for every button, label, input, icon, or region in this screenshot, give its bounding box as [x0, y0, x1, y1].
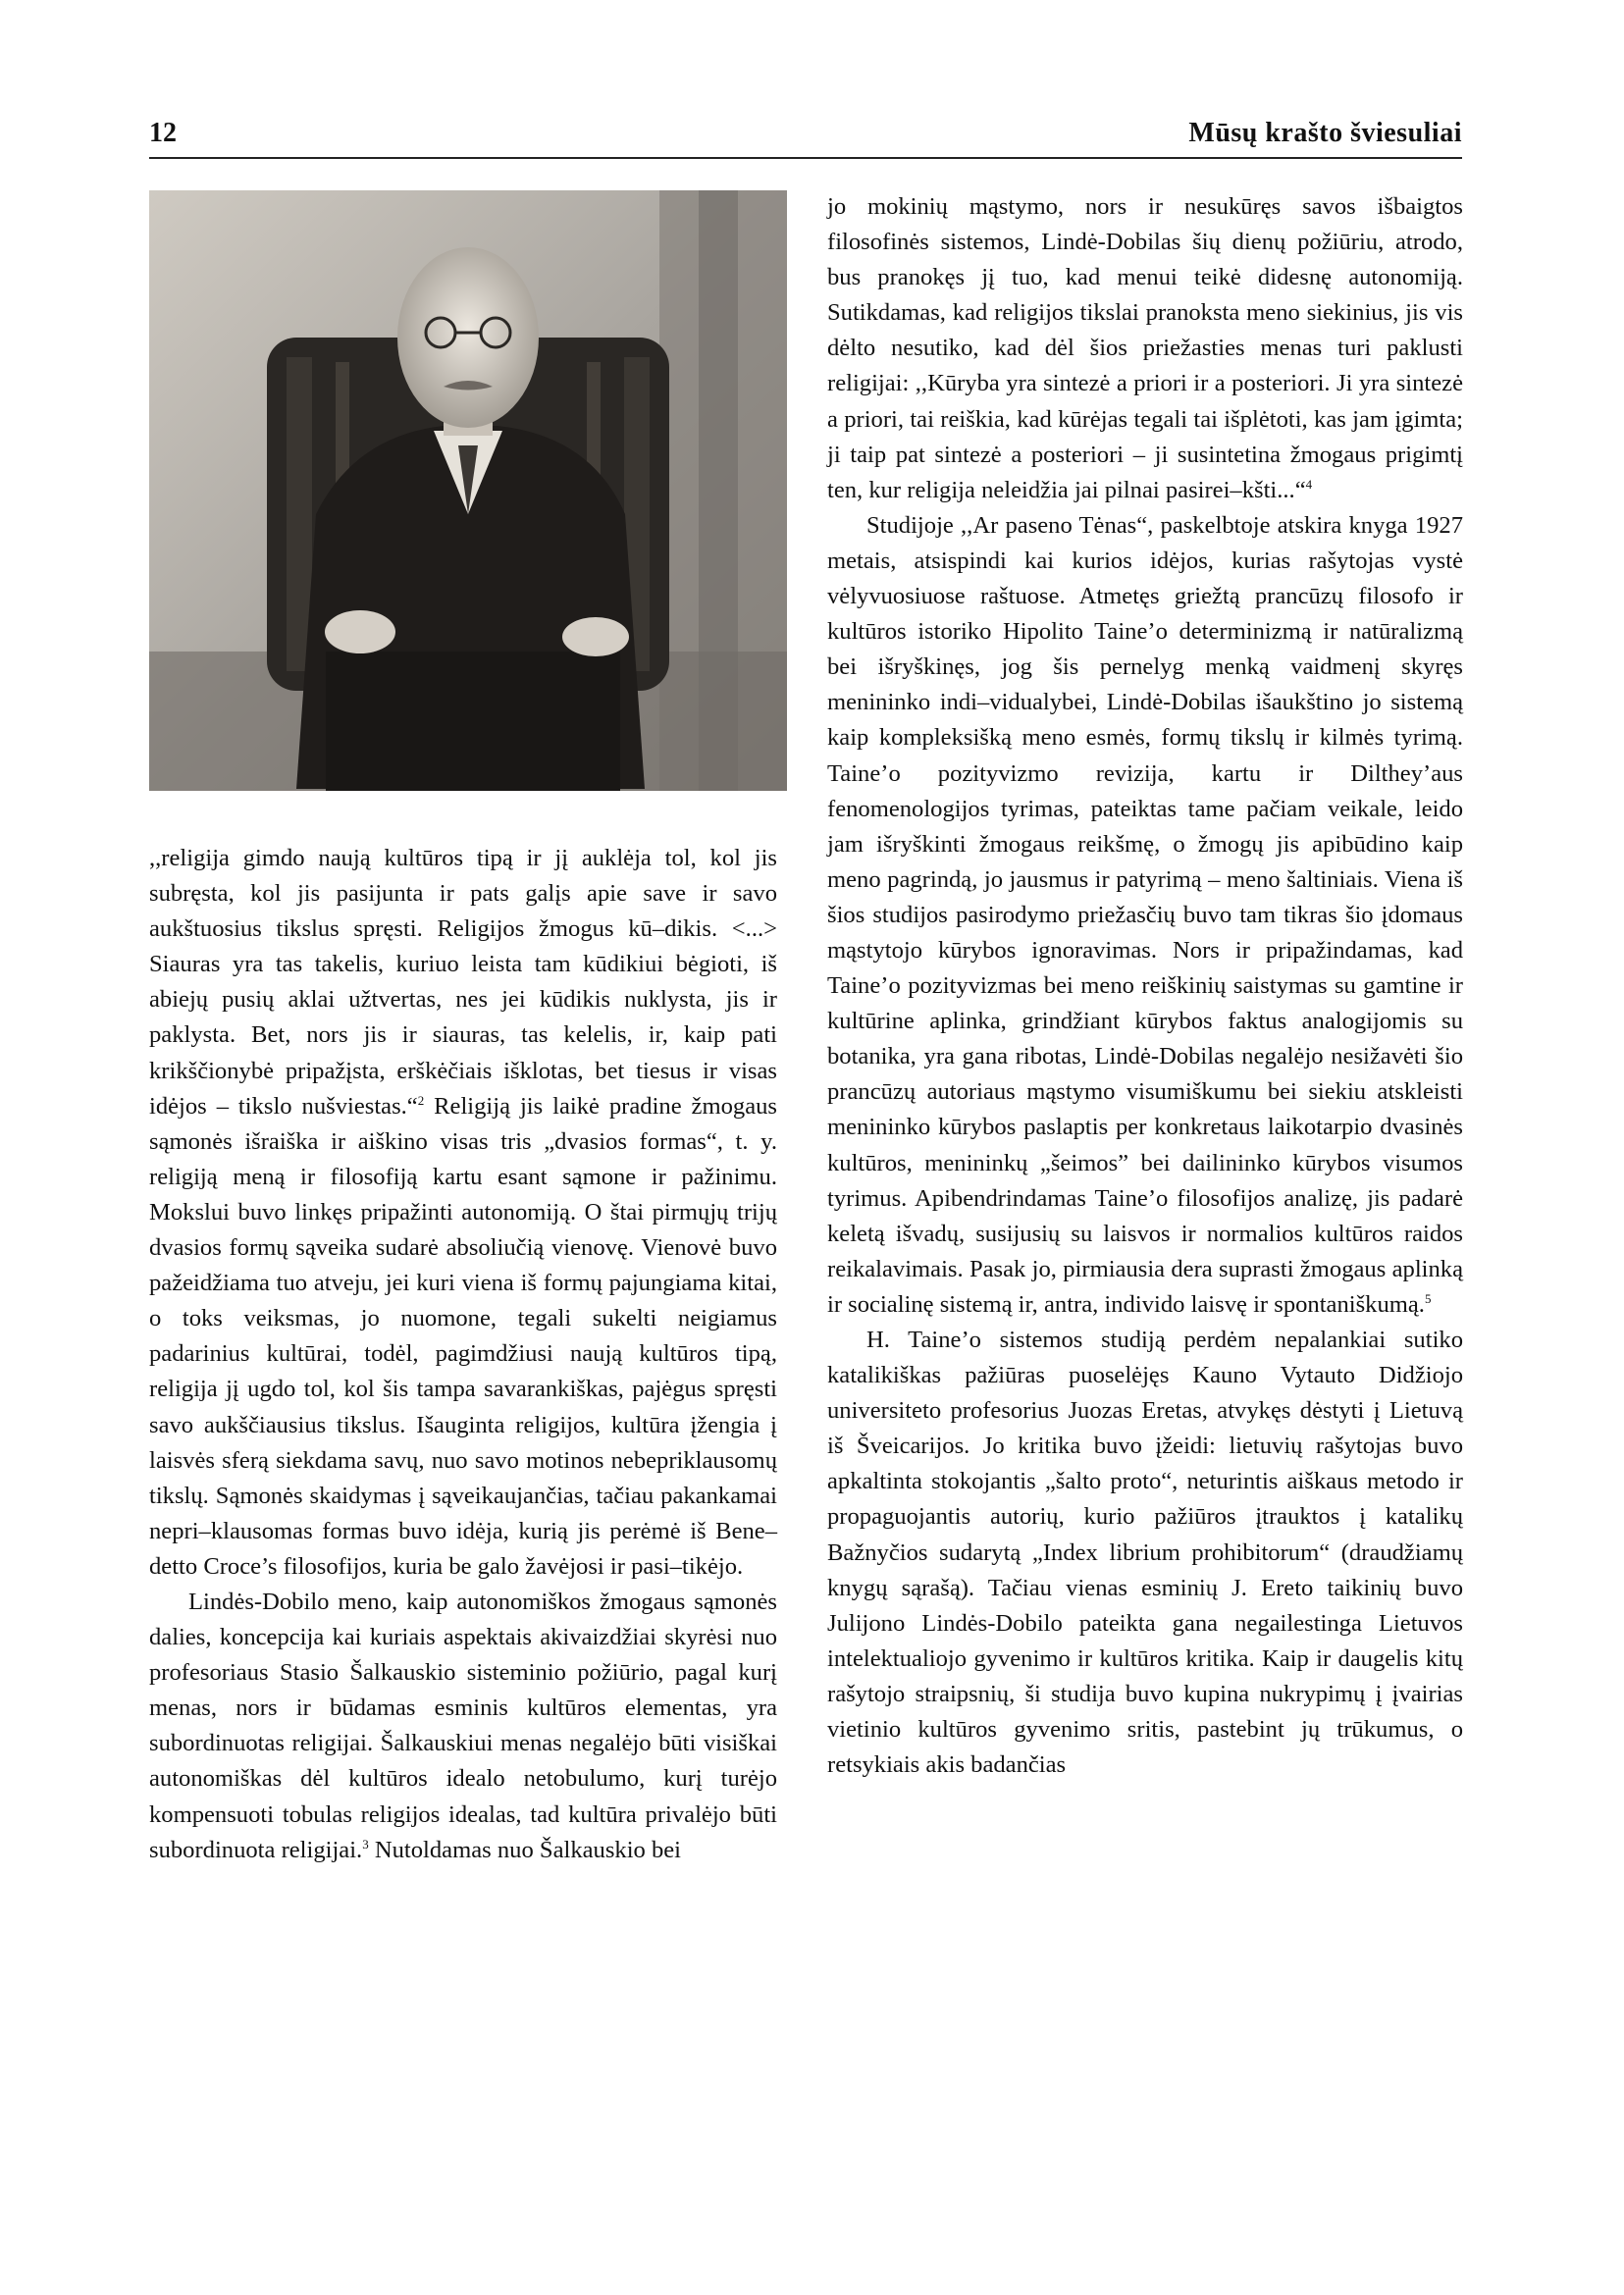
paragraph-text: Studijoje ,,Ar paseno Tėnas“, paskelbtoje atskira knyga 1927 metais, atsispindi kai kurios idėjos, kurias rašytojas vystė vėlyvuosiuose raštuose. Atmetęs griežtą prancūzų filosofo ir kultūros istoriko Hipolito Taine’o determinizmą ir natūralizmą bei išryškinęs, jog šis pernelyg menką vaidmenį skyręs menininko indi–vidualybei, Lindė-Dobilas išaukštino jo sistemą kaip kompleksišką meno esmės, formų tikslų ir kilmės tyrimą. Taine’o pozityvizmo revizija, kartu ir Dilthey’aus fenomenologijos tyrimas, pateiktas tame pačiam veikale, leido jam išryškinti žmogaus reikšmę, o žmogų jis apibūdino kaip meno pagrindą, jo jausmus ir patyrimą – meno šaltiniais. Viena iš šios studijos pasirodymo priežasčių buvo tam tikras šio įdomaus mąstytojo kūrybos ignoravimas. Nors ir pripažindamas, kad Taine’o pozityvizmas bei meno reiškinių saistymas su gamtine ir kultūrine aplinka, grindžiant kūrybos faktus analogijomis su botanika, yra gana ribotas, Lindė-Dobilas negalėjo nesižavėti šio prancūzų autoriaus mąstymo visumiškumu bei siekiu atskleisti menininko kūrybos paslaptis per konkretaus laikotarpio dvasinės kultūros, menininkų „šeimos” bei dailininko kūrybos visumos tyrimus. Apibendrindamas Taine’o filosofijos analizę, jis padarė keletą išvadų, susijusių su laisvos ir normalios kultūros raidos reikalavimais. Pasak jo, pirmiausia dera suprasti žmogaus aplinką ir socialinę sistemą ir, antra, individo laisvę ir spontaniškumą.: [827, 511, 1463, 1318]
quote-text: ,,religija gimdo naują kultūros tipą ir jį auklėja tol, kol jis subręsta, kol jis pasijunta ir pats galįs apie save ir savo aukštuosius tikslus spręsti. Religijos žmogus kū–dikis. <...> Siauras yra tas takelis, kuriuo leista tam kūdikiui bėgioti, iš abiejų pusių aklai užtvertas, nes jei kūdikis nuklysta, jis ir paklysta. Bet, nors jis ir siauras, tas kelelis, ir, kaip pati krikščionybė pripažįsta, erškėčiais išklotas, bet tiesus ir visas idėjos – tikslo nušviestas.“: [149, 845, 777, 1120]
footnote-ref: 2: [417, 1092, 425, 1108]
portrait-icon: [149, 190, 787, 791]
footnote-ref: 4: [1305, 476, 1313, 492]
right-text-column: [827, 189, 1463, 1783]
page-header: [149, 116, 1462, 159]
page-number: 12: [149, 118, 177, 148]
footnote-ref: 3: [362, 1836, 369, 1852]
paragraph: [827, 508, 1463, 1323]
paragraph: [149, 1585, 777, 1868]
paragraph-text: jo mokinių mąstymo, nors ir nesukūręs savos išbaigtos filosofinės sistemos, Lindė-Dobilas šių dienų požiūriu, atrodo, bus pranokęs jį tuo, kad menui teikė didesnę autonomiją. Sutikdamas, kad religijos tikslai pranoksta meno siekinius, jis vis dėlto nesutiko, kad dėl šios priežasties menas turi paklusti religijai: ,,Kūryba yra sintezė a priori ir a posteriori. Ji yra sintezė a priori, tai reiškia, kad kūrėjas tegali tai išplėtoti, kas jam įgimta; ji taip pat sintezė a posteriori – ji susintetina žmogaus prigimtį ten, kur religija neleidžia jai pilnai pasirei–kšti...“: [827, 193, 1463, 503]
paragraph-text: Lindės-Dobilo meno, kaip autonomiškos žmogaus sąmonės dalies, koncepcija kai kuriais aspektais akivaizdžiai skyrėsi nuo profesoriaus Stasio Šalkauskio sisteminio požiūrio, pagal kurį menas, nors ir būdamas esminis kultūros elementas, yra subordinuotas religijai. Šalkauskiui menas negalėjo būti visiškai autonomiškas dėl kultūros idealo netobulumo, kurį turėjo kompensuoti tobulas religijos idealas, tad kultūra privalėjo būti subordinuota religijai.: [149, 1588, 777, 1863]
paragraph: [149, 841, 777, 1585]
portrait-photograph: [149, 190, 787, 791]
paragraph: [827, 1323, 1463, 1783]
paragraph: [827, 189, 1463, 508]
paragraph-text: Nutoldamas nuo Šalkauskio bei: [368, 1836, 682, 1863]
running-title: Mūsų krašto šviesuliai: [1188, 118, 1462, 148]
paragraph-text: H. Taine’o sistemos studiją perdėm nepalankiai sutiko katalikiškas pažiūras puoselėjęs Kauno Vytauto Didžiojo universiteto profesorius Juozas Eretas, atvykęs dėstyti į Lietuvą iš Šveicarijos. Jo kritika buvo įžeidi: lietuvių rašytojas buvo apkaltinta stokojantis „šalto proto“, neturintis aiškaus metodo ir propaguojantis autorių, kurio pažiūros įtrauktos į katalikų Bažnyčios sudarytą „Index librium prohibitorum“ (draudžiamų knygų sąrašą). Tačiau vienas esminių J. Ereto taikinių buvo Julijono Lindės-Dobilo pateikta gana negailestinga Lietuvos intelektualiojo gyvenimo ir kultūros kritika. Kaip ir daugelis kitų rašytojo straipsnių, ši studija buvo kupina nukrypimų į įvairias vietinio kultūros gyvenimo sritis, pastebint jų trūkumus, o retsykiais akis badančias: [827, 1327, 1463, 1779]
paragraph-text: Religiją jis laikė pradine žmogaus sąmonės išraiška ir aiškino visas tris „dvasios formas“, t. y. religiją meną ir filosofiją kartu esant sąmone ir pažinimu. Mokslui buvo linkęs pripažinti autonomiją. O štai pirmųjų trijų dvasios formų sąveika sudarė absoliučią vienovę. Vienovė buvo pažeidžiama tuo atveju, jei kuri viena iš formų pajungiama kitai, o toks veiksmas, jo nuomone, tegali sukelti neigiamus padarinius kultūrai, todėl, pagimdžiusi naują kultūros tipą, religija jį ugdo tol, kol šis tampa savarankiškas, pajėgus spręsti savo aukščiausius tikslus. Išauginta religijos, kultūra įžengia į laisvės sferą siekdama savų, nuo savo motinos nebepriklausomų tikslų. Sąmonės skaidymas į sąveikaujančias, tačiau pakankamai nepri–klausomas formas buvo idėja, kurią jis perėmė iš Bene–detto Croce’s filosofijos, kuria be galo žavėjosi ir pasi–tikėjo.: [149, 1092, 777, 1580]
left-text-column: [149, 841, 777, 1868]
footnote-ref: 5: [1424, 1290, 1432, 1306]
